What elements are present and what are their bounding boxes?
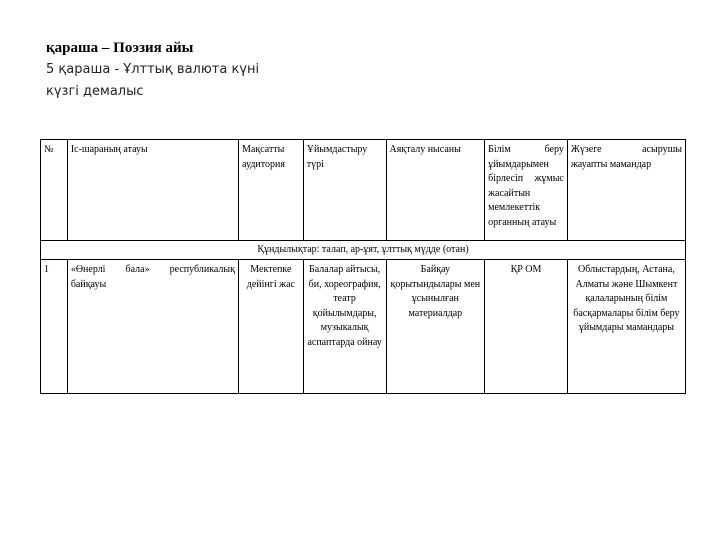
table-header-row — [41, 140, 686, 241]
page-title: қараша – Поэзия айы — [46, 40, 194, 56]
row-responsible: Облыстардың, Астана, Алматы және Шымкент қалаларының білім басқармалары білім беру ұйымдары мамандары — [567, 260, 685, 394]
header-completion-form: Аяқталу нысаны — [386, 140, 485, 241]
header-event-name: Іс-шараның атауы — [67, 140, 238, 241]
vacation-line: күзгі демалыс — [46, 84, 144, 99]
row-event: «Өнерлі бала» республикалық байқауы — [67, 260, 238, 394]
row-format: Балалар айтысы, би, хореография, театр қойылымдары, музыкалық аспаптарда ойнау — [303, 260, 386, 394]
section-title: Құндылықтар: талап, ар-ұят, ұлттық мүдде (отан) — [41, 241, 686, 260]
row-audience: Мектепке дейінгі жас — [239, 260, 304, 394]
header-responsible: Жүзеге асырушы жауапты мамандар — [567, 140, 685, 241]
row-agency: ҚР ОМ — [485, 260, 568, 394]
header-state-agency: Білім беру ұйымдарымен бірлесіп жұмыс жасайтын мемлекеттік органның атауы — [485, 140, 568, 241]
row-result: Байқау қорытындылары мен ұсынылған материалдар — [386, 260, 485, 394]
holiday-line: 5 қараша - Ұлттық валюта күні — [46, 62, 260, 77]
table-row — [41, 260, 686, 394]
header-target-audience: Мақсатты аудитория — [239, 140, 304, 241]
row-number: 1 — [41, 260, 68, 394]
header-number: № — [41, 140, 68, 241]
events-table — [40, 139, 686, 394]
section-row — [41, 241, 686, 260]
header-organization-form: Ұйымдастыру түрі — [303, 140, 386, 241]
